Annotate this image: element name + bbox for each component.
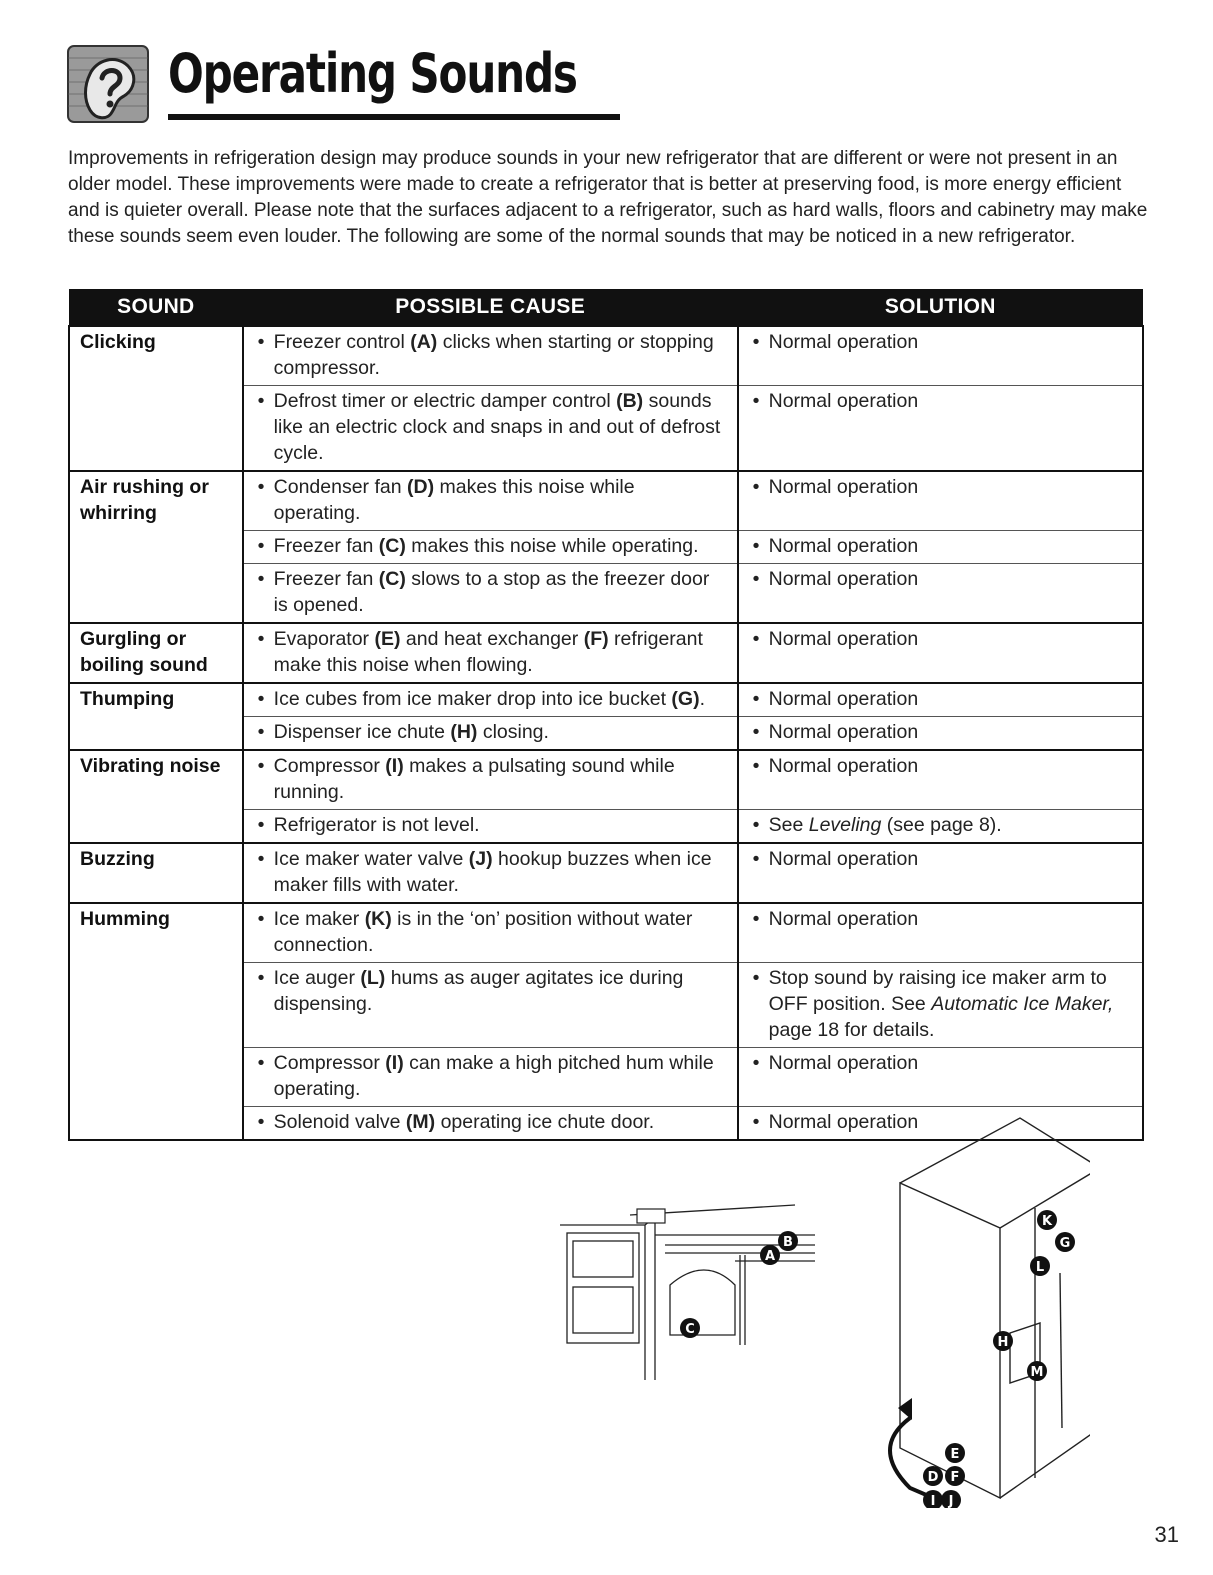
solution-cell: • Stop sound by raising ice maker arm to OFF position. See Automatic Ice Maker, page 18 for details. (738, 963, 1143, 1048)
solution-cell: • Normal operation (738, 1048, 1143, 1107)
label-f (945, 1466, 965, 1486)
solution-cell: • Normal operation (738, 326, 1143, 386)
sound-label: Vibrating noise (69, 750, 243, 843)
svg-text:H: H (997, 1335, 1009, 1350)
svg-text:B: B (783, 1235, 793, 1250)
svg-text:C: C (685, 1322, 695, 1337)
svg-text:K: K (1041, 1214, 1053, 1229)
table-header-row (69, 289, 1143, 326)
table-row (69, 471, 1143, 531)
solution-cell: • Normal operation (738, 750, 1143, 810)
solution-cell: • Normal operation (738, 386, 1143, 472)
label-d (923, 1466, 943, 1486)
table-row (69, 623, 1143, 683)
solution-cell: • Normal operation (738, 471, 1143, 531)
solution-cell: • Normal operation (738, 623, 1143, 683)
cause-cell: • Compressor (I) can make a high pitched hum while operating. (243, 1048, 738, 1107)
svg-text:J: J (948, 1494, 954, 1508)
header-possible-cause: POSSIBLE CAUSE (243, 289, 738, 326)
table-row (69, 683, 1143, 717)
svg-text:I: I (930, 1494, 936, 1508)
svg-text:A: A (764, 1249, 776, 1264)
table-row (69, 843, 1143, 903)
label-k (1037, 1210, 1057, 1230)
title-underline (168, 114, 620, 120)
cause-cell: • Condenser fan (D) makes this noise while operating. (243, 471, 738, 531)
page-number: 31 (1154, 1522, 1179, 1547)
svg-text:L: L (1035, 1260, 1045, 1275)
sound-label: Thumping (69, 683, 243, 750)
header-sound: SOUND (69, 289, 243, 326)
solution-cell: • Normal operation (738, 683, 1143, 717)
cause-cell: • Ice maker water valve (J) hookup buzzes when ice maker fills with water. (243, 843, 738, 903)
label-h (993, 1331, 1013, 1351)
svg-text:M: M (1030, 1365, 1044, 1380)
intro-paragraph: Improvements in refrigeration design may produce sounds in your new refrigerator that are different or were not present in an older model. These improvements were made to create a refrigerator that is better at preserving food, is more energy efficient and is quieter overall. Please note that the surfaces adjacent to a refrigerator, such as hard walls, floors and cabinetry may make these sounds seem even louder. The following are some of the normal sounds that may be noticed in a new refrigerator. (68, 148, 1148, 247)
ear-question-icon (66, 44, 150, 124)
freezer-interior-diagram (555, 1195, 825, 1380)
cause-cell: • Evaporator (E) and heat exchanger (F) refrigerant make this noise when flowing. (243, 623, 738, 683)
sound-label: Air rushing or whirring (69, 471, 243, 623)
cause-cell: • Solenoid valve (M) operating ice chute door. (243, 1107, 738, 1141)
label-m (1027, 1361, 1047, 1381)
header-solution: SOLUTION (738, 289, 1143, 326)
solution-cell: • Normal operation (738, 564, 1143, 624)
cause-cell: • Freezer fan (C) slows to a stop as the freezer door is opened. (243, 564, 738, 624)
solution-cell: • Normal operation (738, 903, 1143, 963)
table-row (69, 750, 1143, 810)
label-b (778, 1231, 798, 1251)
svg-text:D: D (927, 1470, 939, 1485)
label-e (945, 1443, 965, 1463)
svg-text:E: E (950, 1447, 960, 1462)
svg-text:G: G (1059, 1236, 1071, 1251)
label-g (1055, 1232, 1075, 1252)
solution-cell: • See Leveling (see page 8). (738, 810, 1143, 844)
solution-cell: • Normal operation (738, 1107, 1143, 1141)
svg-text:F: F (950, 1470, 960, 1485)
page-title: Operating Sounds (168, 42, 577, 105)
label-l (1030, 1256, 1050, 1276)
label-c (680, 1318, 700, 1338)
cause-cell: • Dispenser ice chute (H) closing. (243, 717, 738, 751)
label-j (941, 1490, 961, 1508)
cause-cell: • Ice auger (L) hums as auger agitates ice during dispensing. (243, 963, 738, 1048)
sound-label: Clicking (69, 326, 243, 471)
cause-cell: • Freezer control (A) clicks when starting or stopping compressor. (243, 326, 738, 386)
solution-cell: • Normal operation (738, 531, 1143, 564)
sound-label: Buzzing (69, 843, 243, 903)
cause-cell: • Ice cubes from ice maker drop into ice bucket (G). (243, 683, 738, 717)
label-a (760, 1245, 780, 1265)
table-row (69, 326, 1143, 386)
cause-cell: • Ice maker (K) is in the ‘on’ position without water connection. (243, 903, 738, 963)
operating-sounds-table (68, 289, 1144, 1141)
table-row (69, 903, 1143, 963)
cause-cell: • Refrigerator is not level. (243, 810, 738, 844)
refrigerator-exterior-diagram (850, 1108, 1090, 1508)
cause-cell: • Freezer fan (C) makes this noise while operating. (243, 531, 738, 564)
sound-label: Gurgling or boiling sound (69, 623, 243, 683)
sound-label: Humming (69, 903, 243, 1140)
solution-cell: • Normal operation (738, 717, 1143, 751)
cause-cell: • Compressor (I) makes a pulsating sound while running. (243, 750, 738, 810)
solution-cell: • Normal operation (738, 843, 1143, 903)
cause-cell: • Defrost timer or electric damper control (B) sounds like an electric clock and snaps in and out of defrost cycle. (243, 386, 738, 472)
